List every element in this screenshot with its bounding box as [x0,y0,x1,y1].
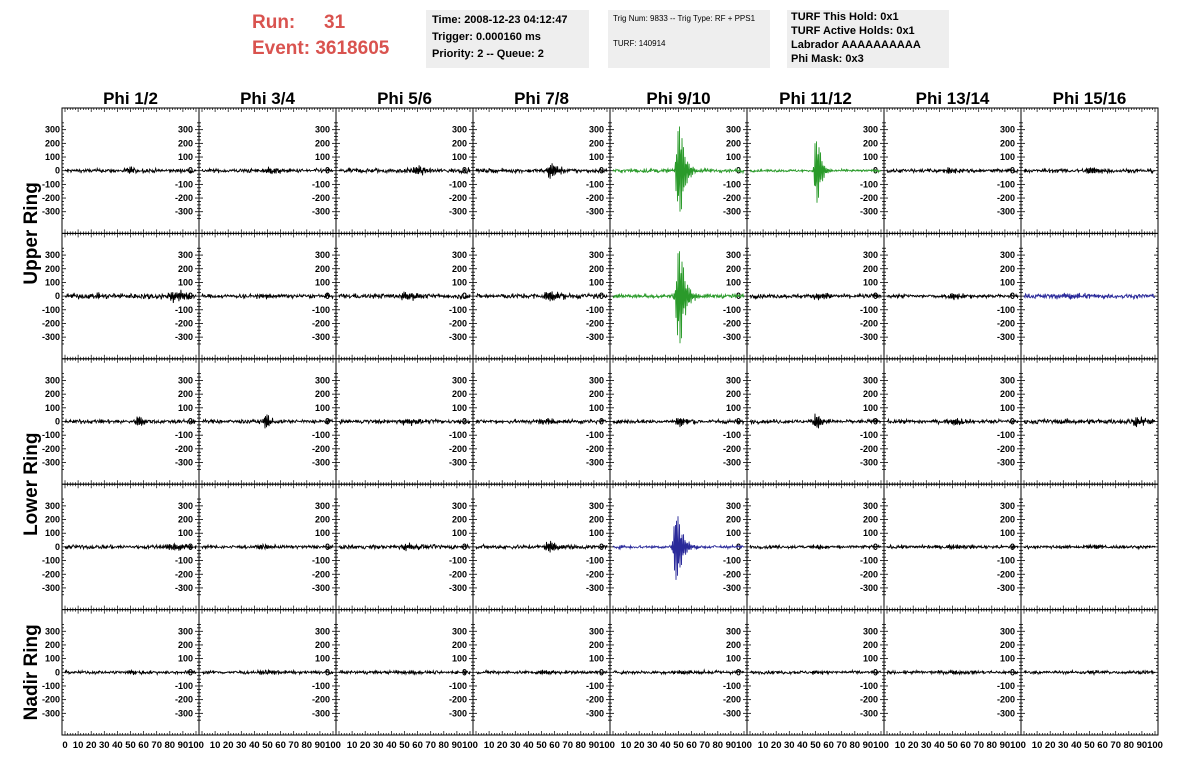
y-tick-label: 300 [999,250,1015,261]
y-tick-label: 0 [1009,291,1015,302]
y-tick-label: 100 [725,152,741,163]
y-tick-label: 100 [451,152,467,163]
waveform-series [887,293,1018,300]
y-tick-label: -300 [722,332,741,343]
y-tick-label: -200 [585,318,604,329]
column-title: Phi 7/8 [514,89,569,108]
y-tick-label: 0 [598,291,604,302]
y-tick-label: -300 [996,206,1015,217]
waveform-grid-chart [0,78,1196,772]
y-tick-label: 100 [451,277,467,288]
y-tick-label: 0 [187,165,193,176]
y-tick-label: -100 [585,304,604,315]
y-tick-label: 200 [177,389,193,400]
y-tick-label: 200 [44,263,60,274]
trigger-line: Trigger: 0.000160 ms [432,31,541,43]
waveform-series [339,416,470,427]
y-tick-label: -200 [448,318,467,329]
waveform-series [613,418,744,427]
y-tick-label: 100 [725,277,741,288]
run-label: Run: [252,12,296,33]
priority-line: Priority: 2 -- Queue: 2 [432,48,544,60]
y-tick-label: -200 [311,193,330,204]
y-tick-label: 300 [588,500,604,511]
y-tick-label: 0 [735,416,741,427]
y-tick-label: -100 [996,430,1015,441]
y-tick-label: -100 [311,555,330,566]
y-tick-label: 0 [735,541,741,552]
y-tick-label: -200 [859,318,878,329]
y-tick-label: -300 [859,206,878,217]
y-tick-label: 200 [588,263,604,274]
waveform-series [476,418,607,425]
y-tick-label: -300 [448,206,467,217]
y-tick-label: -100 [996,179,1015,190]
y-tick-label: 200 [862,263,878,274]
y-tick-label: 0 [735,165,741,176]
y-tick-label: -100 [722,555,741,566]
y-tick-label: 300 [44,124,60,135]
y-tick-label: 100 [314,277,330,288]
y-tick-label: -100 [311,430,330,441]
waveform-series [65,167,196,174]
y-tick-label: 0 [324,416,330,427]
y-tick-label: 200 [177,138,193,149]
y-tick-label: -300 [585,457,604,468]
ring-label: Upper Ring [21,182,42,285]
y-tick-label: -300 [585,206,604,217]
waveform-series [613,251,744,343]
y-tick-label: -200 [722,193,741,204]
y-tick-label: -300 [174,206,193,217]
phi-mask-line: Phi Mask: 0x3 [791,53,864,65]
y-tick-label: 0 [187,416,193,427]
y-tick-label: -200 [722,569,741,580]
column-title: Phi 3/4 [240,89,295,108]
y-tick-label: -100 [448,555,467,566]
y-tick-label: 100 [177,277,193,288]
y-tick-label: 100 [725,402,741,413]
y-tick-label: 0 [461,291,467,302]
labrador-line: Labrador AAAAAAAAAA [791,39,921,51]
waveform-series [750,414,881,429]
trig-num-line: Trig Num: 9833 -- Trig Type: RF + PPS1 [613,14,756,23]
y-tick-label: 100 [314,402,330,413]
y-tick-label: -100 [448,430,467,441]
y-tick-label: 200 [862,138,878,149]
y-tick-label: -100 [41,555,60,566]
turf-active-line: TURF Active Holds: 0x1 [791,25,915,37]
y-tick-label: 300 [862,375,878,386]
column-title: Phi 11/12 [779,89,852,108]
y-tick-label: 200 [725,514,741,525]
y-tick-label: 100 [177,528,193,539]
y-tick-label: -100 [859,179,878,190]
y-tick-label: 0 [324,541,330,552]
y-tick-label: 0 [54,541,60,552]
y-tick-label: -100 [41,179,60,190]
turf-info-box [787,10,949,68]
y-tick-label: -200 [996,443,1015,454]
y-tick-label: 0 [461,165,467,176]
y-tick-label: -100 [311,179,330,190]
y-tick-label: -100 [174,179,193,190]
event-line [252,36,389,62]
y-tick-label: 200 [588,138,604,149]
y-tick-label: 200 [451,138,467,149]
y-tick-label: -300 [41,206,60,217]
y-tick-label: -200 [448,569,467,580]
y-tick-label: 0 [872,165,878,176]
column-title: Phi 5/6 [377,89,432,108]
y-tick-label: -200 [859,193,878,204]
y-tick-label: 200 [588,514,604,525]
y-tick-label: -300 [585,582,604,593]
y-tick-label: 100 [588,152,604,163]
waveform-series [202,294,333,300]
y-tick-label: -200 [722,318,741,329]
y-tick-label: -200 [996,318,1015,329]
y-tick-label: 100 [44,152,60,163]
y-tick-label: 100 [451,402,467,413]
y-tick-label: 200 [725,263,741,274]
y-tick-label: -200 [585,443,604,454]
ring-label: Nadir Ring [21,624,42,721]
y-tick-label: -100 [174,555,193,566]
column-title: Phi 9/10 [646,89,711,108]
y-tick-label: -200 [311,318,330,329]
y-tick-label: 200 [451,514,467,525]
column-title: Phi 13/14 [915,89,990,108]
y-tick-label: 100 [314,152,330,163]
y-tick-label: 0 [598,541,604,552]
waveform-series [339,165,470,175]
y-tick-label: 0 [187,541,193,552]
y-tick-label: 0 [461,416,467,427]
y-tick-label: 300 [725,500,741,511]
y-tick-label: -300 [174,582,193,593]
y-tick-label: 0 [324,291,330,302]
column-title: Phi 15/16 [1052,89,1127,108]
y-tick-label: -300 [585,332,604,343]
y-tick-label: 200 [999,138,1015,149]
y-tick-label: -300 [311,332,330,343]
y-tick-label: -300 [41,582,60,593]
y-tick-label: -300 [41,332,60,343]
y-tick-label: 0 [872,291,878,302]
waveform-series [476,291,607,301]
y-tick-label: -300 [859,457,878,468]
y-tick-label: 200 [314,514,330,525]
y-tick-label: -200 [41,569,60,580]
y-tick-label: -200 [448,193,467,204]
y-tick-label: 300 [588,375,604,386]
y-tick-label: 200 [44,514,60,525]
y-tick-label: 0 [187,291,193,302]
y-tick-label: -200 [722,443,741,454]
y-tick-label: -300 [311,582,330,593]
waveform-series [65,290,196,303]
y-tick-label: -200 [585,193,604,204]
y-tick-label: 100 [999,277,1015,288]
run-line [252,10,389,36]
y-tick-label: -100 [859,304,878,315]
waveform-series [1024,168,1155,174]
y-tick-label: 0 [872,416,878,427]
y-tick-label: 200 [999,263,1015,274]
trigger-info-box [608,10,770,68]
y-tick-label: 300 [451,250,467,261]
y-tick-label: -100 [722,179,741,190]
y-tick-label: 200 [314,138,330,149]
y-tick-label: -200 [174,569,193,580]
y-tick-label: -300 [41,457,60,468]
y-tick-label: 0 [1009,165,1015,176]
y-tick-label: -300 [722,582,741,593]
y-tick-label: 300 [725,124,741,135]
y-tick-label: 200 [862,389,878,400]
waveform-series [476,541,607,553]
y-tick-label: -100 [722,430,741,441]
turf-line: TURF: 140914 [613,39,666,48]
y-tick-label: 300 [588,124,604,135]
y-tick-label: 200 [44,138,60,149]
waveform-series [339,543,470,552]
y-tick-label: -100 [585,179,604,190]
y-tick-label: -200 [174,443,193,454]
y-tick-label: -100 [448,304,467,315]
y-tick-label: 200 [725,138,741,149]
y-tick-label: 300 [725,250,741,261]
y-tick-label: -100 [41,430,60,441]
y-tick-label: 100 [862,277,878,288]
y-tick-label: 100 [862,402,878,413]
y-tick-label: 300 [314,375,330,386]
y-tick-label: 100 [588,277,604,288]
y-tick-label: 0 [1009,416,1015,427]
y-tick-label: 200 [44,389,60,400]
y-tick-label: 200 [314,389,330,400]
y-tick-label: -200 [996,193,1015,204]
y-tick-label: 0 [54,416,60,427]
y-tick-label: 100 [44,402,60,413]
y-tick-label: -300 [448,332,467,343]
turf-hold-line: TURF This Hold: 0x1 [791,11,899,23]
y-tick-label: 0 [324,165,330,176]
y-tick-label: -200 [41,443,60,454]
y-tick-label: 100 [44,277,60,288]
y-tick-label: -100 [996,304,1015,315]
waveform-series [65,417,196,426]
y-tick-label: -200 [174,318,193,329]
y-tick-label: 100 [314,528,330,539]
y-tick-label: -300 [448,582,467,593]
y-tick-label: -300 [996,457,1015,468]
y-tick-label: 300 [451,124,467,135]
y-tick-label: 300 [177,500,193,511]
y-tick-label: 100 [999,152,1015,163]
y-tick-label: -300 [996,332,1015,343]
y-tick-label: 300 [44,250,60,261]
y-tick-label: -300 [174,332,193,343]
y-tick-label: -200 [174,193,193,204]
y-tick-label: 300 [588,250,604,261]
y-tick-label: -100 [311,304,330,315]
y-tick-label: 0 [461,541,467,552]
y-tick-label: 300 [725,375,741,386]
y-tick-label: 100 [177,402,193,413]
y-tick-label: 300 [44,375,60,386]
y-tick-label: -200 [859,443,878,454]
y-tick-label: -200 [41,318,60,329]
y-tick-label: -300 [311,206,330,217]
y-tick-label: -200 [311,443,330,454]
y-tick-label: -100 [859,430,878,441]
y-tick-label: -200 [311,569,330,580]
waveform-series [887,418,1018,425]
y-tick-label: 200 [999,389,1015,400]
y-tick-label: 200 [177,263,193,274]
y-tick-label: 200 [451,389,467,400]
y-tick-label: 300 [999,124,1015,135]
y-tick-label: 100 [177,152,193,163]
y-tick-label: -200 [41,193,60,204]
run-event-block [252,10,389,62]
y-tick-label: 100 [862,152,878,163]
y-tick-label: 300 [862,124,878,135]
y-tick-label: 100 [999,402,1015,413]
waveform-series [202,545,333,550]
waveform-series [1024,417,1155,428]
waveform-series [887,167,1018,173]
y-tick-label: -300 [722,457,741,468]
waveform-series [1024,293,1155,300]
y-tick-label: 0 [735,291,741,302]
y-tick-label: -300 [174,457,193,468]
event-label: Event: [252,38,311,59]
waveform-series [476,163,607,178]
waveform-series [750,293,881,300]
y-tick-label: 300 [177,124,193,135]
y-tick-label: -200 [585,569,604,580]
column-title: Phi 1/2 [103,89,158,108]
y-tick-label: -100 [585,555,604,566]
y-tick-label: 200 [451,263,467,274]
y-tick-label: 200 [725,389,741,400]
y-tick-label: -100 [585,430,604,441]
y-tick-label: 0 [54,291,60,302]
y-tick-label: -100 [448,179,467,190]
y-tick-label: -100 [174,430,193,441]
y-tick-label: -300 [859,332,878,343]
run-value: 31 [324,12,346,33]
y-tick-label: -100 [41,304,60,315]
time-line: Time: 2008-12-23 04:12:47 [432,14,568,26]
y-tick-label: 300 [314,124,330,135]
y-tick-label: 300 [177,375,193,386]
y-tick-label: -100 [722,304,741,315]
y-tick-label: 0 [598,416,604,427]
y-tick-label: 300 [451,500,467,511]
y-tick-label: -100 [174,304,193,315]
waveform-series [202,415,333,429]
y-tick-label: 0 [598,165,604,176]
y-tick-label: 300 [451,375,467,386]
waveform-series [339,292,470,301]
y-tick-label: -200 [448,443,467,454]
event-header [0,0,1196,78]
y-tick-label: 200 [177,514,193,525]
time-info-box [426,10,589,68]
y-tick-label: 100 [588,528,604,539]
ring-label: Lower Ring [21,432,42,536]
y-tick-label: 100 [725,528,741,539]
y-tick-label: 300 [314,250,330,261]
y-tick-label: -300 [311,457,330,468]
y-tick-label: -300 [722,206,741,217]
y-tick-label: 300 [177,250,193,261]
y-tick-label: 300 [999,375,1015,386]
waveform-series [65,541,196,552]
y-tick-label: 100 [588,402,604,413]
y-tick-label: 300 [314,500,330,511]
y-tick-label: 300 [862,250,878,261]
y-tick-label: 200 [588,389,604,400]
event-value: 3618605 [315,38,390,59]
y-tick-label: 0 [54,165,60,176]
waveform-series [202,167,333,174]
y-tick-label: -300 [448,457,467,468]
y-tick-label: 200 [314,263,330,274]
y-tick-label: 100 [451,528,467,539]
y-tick-label: 100 [44,528,60,539]
y-tick-label: 300 [44,500,60,511]
